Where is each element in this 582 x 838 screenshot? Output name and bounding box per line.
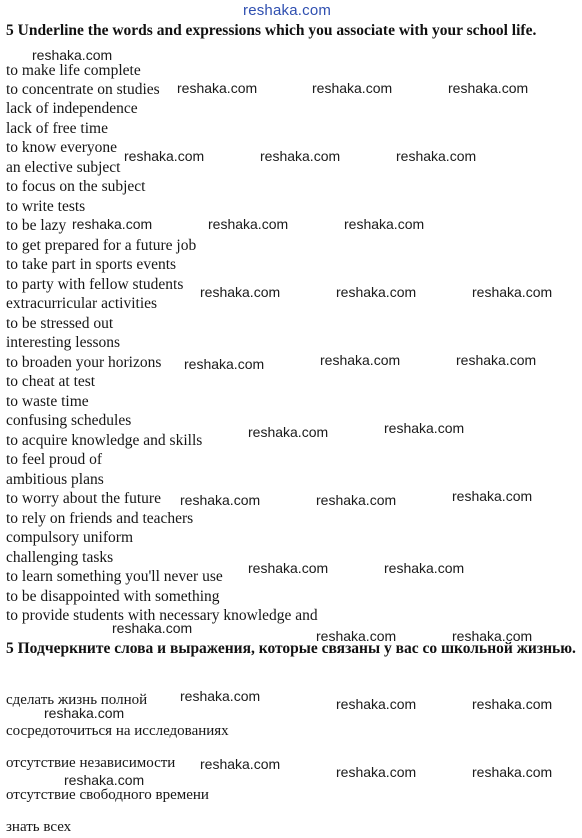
phrase-item-ru: сосредоточиться на исследованиях — [6, 723, 229, 739]
top-watermark: reshaka.com — [243, 2, 332, 19]
phrase-item-ru: отсутствие независимости — [6, 755, 176, 771]
phrase-item: to learn something you'll never use — [6, 568, 223, 585]
phrase-item: to party with fellow students — [6, 276, 184, 293]
exercise-heading-ru: 5 Подчеркните слова и выражения, которые связаны у вас со школьной жизнью. — [6, 640, 576, 657]
watermark: reshaka.com — [177, 80, 258, 96]
watermark: reshaka.com — [316, 492, 397, 508]
watermark: reshaka.com — [384, 420, 465, 436]
watermark: reshaka.com — [180, 688, 261, 704]
phrase-item: to concentrate on studies — [6, 81, 160, 98]
phrase-item: to acquire knowledge and skills — [6, 432, 203, 449]
watermark: reshaka.com — [248, 560, 329, 576]
phrase-item: to know everyone — [6, 139, 118, 156]
watermark: reshaka.com — [384, 560, 465, 576]
phrase-item: to provide students with necessary knowledge and — [6, 607, 318, 624]
watermark: reshaka.com — [180, 492, 261, 508]
watermark: reshaka.com — [472, 696, 553, 712]
watermark: reshaka.com — [456, 352, 537, 368]
watermark: reshaka.com — [320, 352, 401, 368]
watermark: reshaka.com — [472, 764, 553, 780]
watermark: reshaka.com — [208, 216, 289, 232]
watermark: reshaka.com — [32, 47, 113, 63]
watermark: reshaka.com — [260, 148, 341, 164]
phrase-item: ambitious plans — [6, 471, 104, 488]
phrase-item: lack of free time — [6, 120, 108, 137]
watermark: reshaka.com — [472, 284, 553, 300]
watermark: reshaka.com — [64, 772, 145, 788]
watermark: reshaka.com — [316, 628, 397, 644]
phrase-item: to cheat at test — [6, 373, 96, 390]
phrase-item: to write tests — [6, 198, 86, 215]
phrase-item-ru: сделать жизнь полной — [6, 692, 148, 708]
watermark: reshaka.com — [452, 628, 533, 644]
exercise-heading-en: 5 Underline the words and expressions which you associate with your school life. — [6, 22, 537, 39]
phrase-item: an elective subject — [6, 159, 121, 176]
watermark: reshaka.com — [312, 80, 393, 96]
watermark: reshaka.com — [448, 80, 529, 96]
watermark: reshaka.com — [396, 148, 477, 164]
phrase-item: to focus on the subject — [6, 178, 146, 195]
watermark: reshaka.com — [248, 424, 329, 440]
phrase-item: confusing schedules — [6, 412, 132, 429]
phrase-item: lack of independence — [6, 100, 138, 117]
phrase-item-ru: отсутствие свободного времени — [6, 787, 209, 803]
phrase-item: to worry about the future — [6, 490, 161, 507]
phrase-item: to take part in sports events — [6, 256, 177, 273]
phrase-item: extracurricular activities — [6, 295, 158, 312]
watermark: reshaka.com — [336, 284, 417, 300]
phrase-item: to make life complete — [6, 62, 141, 79]
watermark: reshaka.com — [200, 756, 281, 772]
phrase-item: to get prepared for a future job — [6, 237, 197, 254]
watermark: reshaka.com — [44, 705, 125, 721]
watermark: reshaka.com — [72, 216, 153, 232]
phrase-item: to broaden your horizons — [6, 354, 162, 371]
watermark: reshaka.com — [124, 148, 205, 164]
phrase-item: to be stressed out — [6, 315, 114, 332]
watermark: reshaka.com — [336, 696, 417, 712]
phrase-item: interesting lessons — [6, 334, 121, 351]
phrase-item: challenging tasks — [6, 549, 114, 566]
watermark: reshaka.com — [344, 216, 425, 232]
watermark: reshaka.com — [184, 356, 265, 372]
watermark: reshaka.com — [200, 284, 281, 300]
phrase-item: compulsory uniform — [6, 529, 133, 546]
phrase-item-ru: знать всех — [6, 819, 72, 835]
watermark: reshaka.com — [452, 488, 533, 504]
watermark: reshaka.com — [112, 620, 193, 636]
phrase-item: to feel proud of — [6, 451, 102, 468]
phrase-item: to be lazy — [6, 217, 67, 234]
phrase-item: to rely on friends and teachers — [6, 510, 194, 527]
phrase-item: to waste time — [6, 393, 89, 410]
phrase-item: to be disappointed with something — [6, 588, 220, 605]
watermark: reshaka.com — [336, 764, 417, 780]
